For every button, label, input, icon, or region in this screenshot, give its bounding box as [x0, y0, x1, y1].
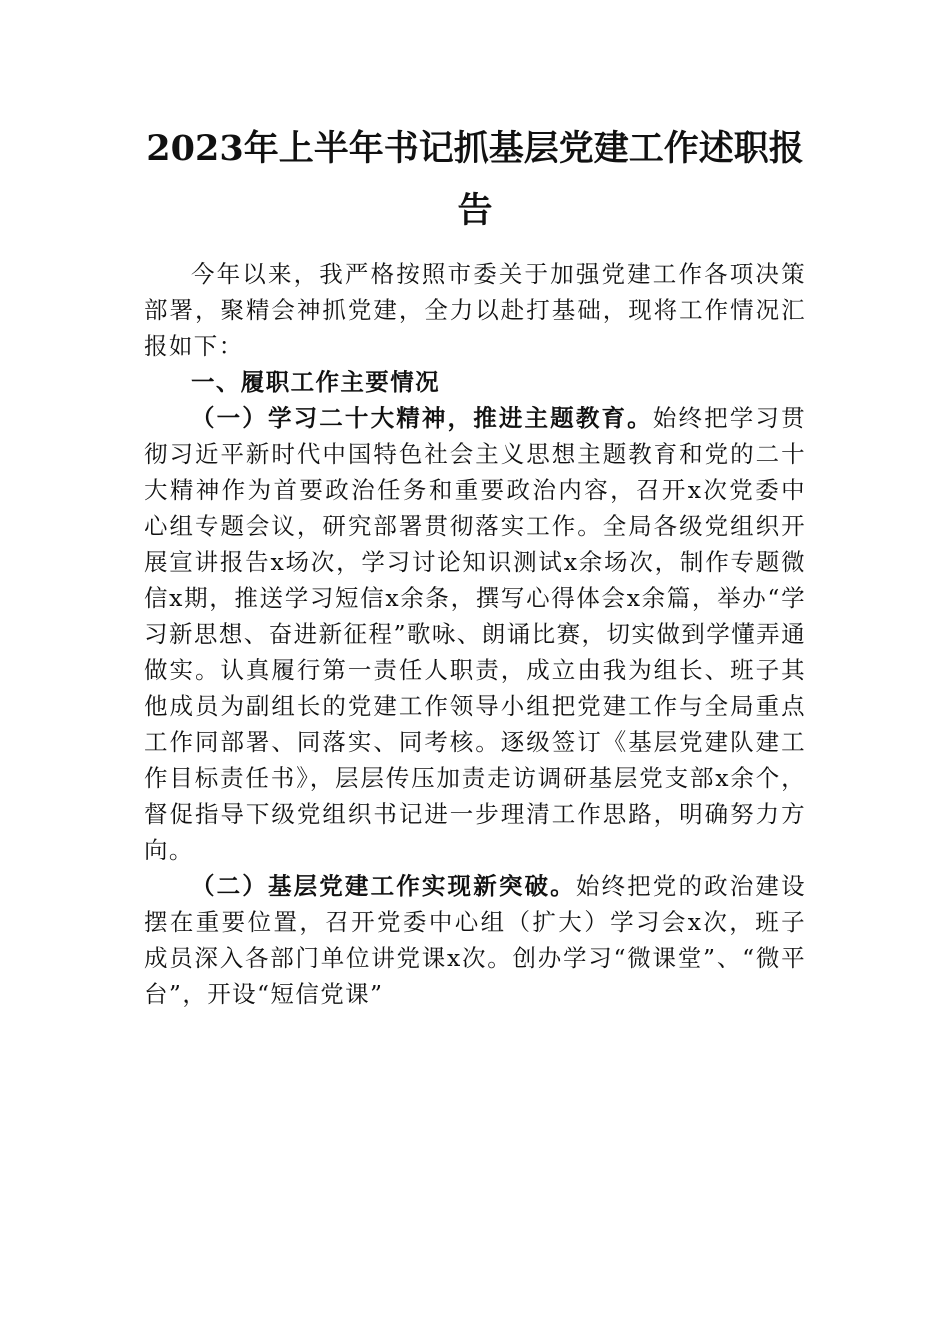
subsection-1-lead: （一）学习二十大精神，推进主题教育。: [191, 404, 653, 432]
document-body: [144, 256, 806, 1012]
document-title: 2023年上半年书记抓基层党建工作述职报告: [146, 128, 804, 231]
subsection-1-text: 始终把学习贯彻习近平新时代中国特色社会主义思想主题教育和党的二十大精神作为首要政治任务和重要政治内容，召开x次党委中心组专题会议，研究部署贯彻落实工作。全局各级党组织开展宣讲报告x场次，学习讨论知识测试x余场次，制作专题微信x期，推送学习短信x余条，撰写心得体会x余篇，举办“学习新思想、奋进新征程”歌咏、朗诵比赛，切实做到学懂弄通做实。认真履行第一责任人职责，成立由我为组长、班子其他成员为副组长的党建工作领导小组把党建工作与全局重点工作同部署、同落实、同考核。逐级签订《基层党建队建工作目标责任书》，层层传压加责走访调研基层党支部x余个，督促指导下级党组织书记进一步理清工作思路，明确努力方向。: [144, 404, 806, 864]
subsection-2-lead: （二）基层党建工作实现新突破。: [191, 872, 576, 900]
section-heading: 一、履职工作主要情况: [191, 368, 440, 396]
subsection-1-paragraph: [144, 400, 806, 868]
intro-paragraph: 今年以来，我严格按照市委关于加强党建工作各项决策部署，聚精会神抓党建，全力以赴打基础，现将工作情况汇报如下：: [144, 260, 806, 360]
subsection-2-text: 始终把党的政治建设摆在重要位置，召开党委中心组（扩大）学习会x次，班子成员深入各部门单位讲党课x次。创办学习“微课堂”、“微平台”，开设“短信党课”: [144, 872, 806, 1008]
subsection-2-paragraph: [144, 868, 806, 1012]
